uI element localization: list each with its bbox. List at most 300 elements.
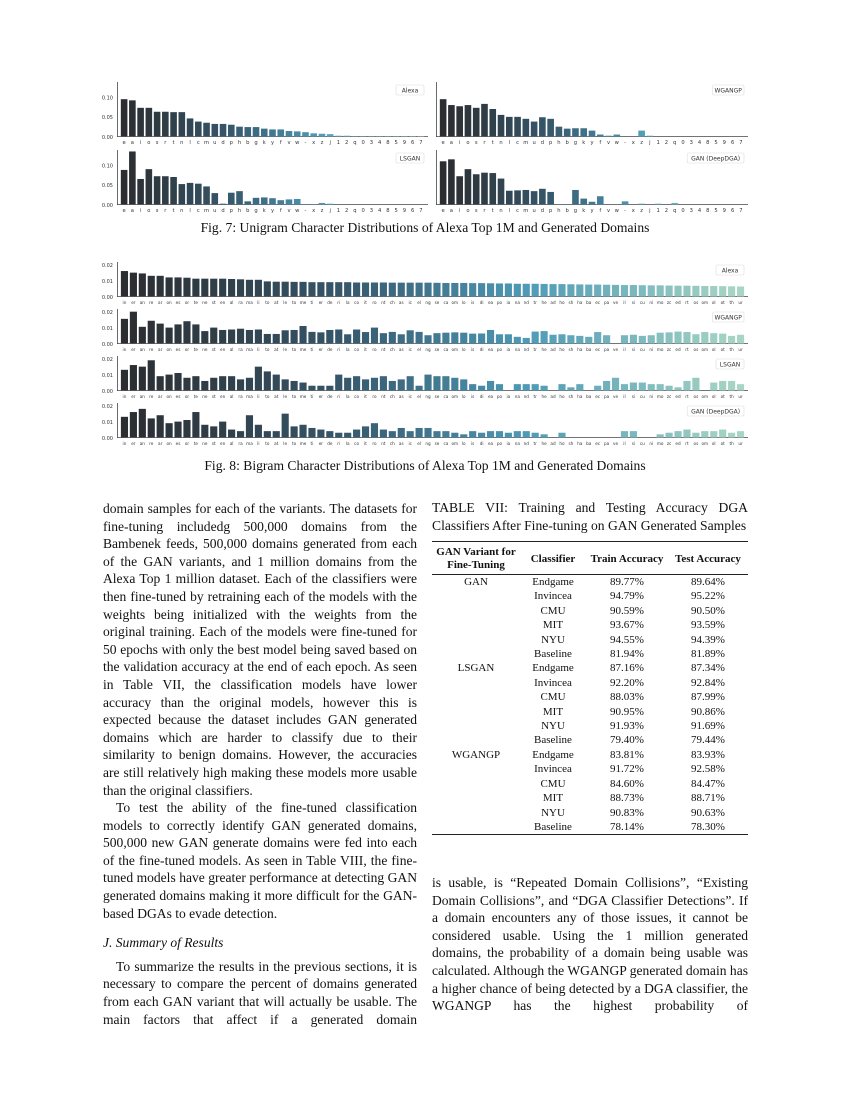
bar	[621, 285, 628, 296]
x-tick-label: ad	[550, 394, 556, 399]
table-row	[432, 676, 748, 690]
bar	[389, 431, 396, 437]
bar	[139, 327, 146, 344]
x-tick-label: le	[283, 347, 288, 352]
x-tick-label: ia	[506, 441, 511, 446]
bar	[246, 280, 253, 297]
table-row	[432, 589, 748, 603]
bar	[481, 104, 488, 137]
bar	[192, 279, 199, 297]
x-tick-label: ot	[720, 441, 725, 446]
bar	[343, 136, 350, 137]
x-tick-label: 4	[378, 208, 382, 214]
bar	[273, 334, 280, 344]
classifier-cell: Invincea	[534, 763, 572, 776]
classifier-cell: MIT	[542, 619, 564, 632]
bar	[719, 334, 726, 344]
x-tick-label: 4	[697, 208, 702, 214]
bar	[639, 383, 646, 391]
bar	[344, 282, 351, 296]
bar	[489, 173, 496, 204]
bar	[597, 135, 604, 137]
bar	[514, 431, 521, 437]
x-tick-label: sh	[568, 300, 574, 305]
bar	[174, 324, 181, 343]
x-tick-label: ri	[337, 394, 341, 399]
bar	[371, 423, 378, 437]
x-tick-label: m	[523, 208, 529, 214]
bar	[237, 329, 244, 344]
x-tick-label: a	[130, 208, 134, 214]
x-tick-label: i	[458, 140, 461, 146]
table-header-row	[432, 542, 748, 575]
bar	[362, 332, 369, 343]
x-tick-label: pa	[603, 394, 610, 399]
bar	[148, 276, 155, 297]
x-tick-label: q	[673, 140, 677, 146]
x-tick-label: pa	[603, 441, 610, 446]
variant-cell: GAN	[464, 576, 488, 588]
x-tick-label: di	[479, 347, 484, 352]
test-accuracy-cell: 87.34%	[691, 662, 725, 675]
section-heading: J. Summary of Results	[103, 935, 224, 951]
x-tick-label: me	[299, 441, 307, 446]
x-tick-label: 1	[336, 208, 341, 214]
x-tick-label: to	[265, 394, 270, 399]
x-tick-label: at	[274, 441, 279, 446]
bar	[326, 386, 333, 391]
bar	[228, 430, 235, 438]
bar	[261, 197, 268, 204]
bar	[558, 433, 565, 438]
x-tick-label: l	[508, 208, 511, 214]
bar	[246, 330, 253, 344]
bar	[308, 282, 315, 296]
train-accuracy-cell: 92.20%	[610, 676, 644, 689]
x-tick-label: li	[257, 394, 260, 399]
train-accuracy-cell: 90.95%	[610, 705, 644, 718]
variant-cell	[432, 676, 520, 690]
bar	[523, 284, 530, 297]
x-tick-label: le	[283, 394, 288, 399]
bar	[291, 426, 298, 437]
bar	[228, 376, 235, 390]
x-tick-label: p	[229, 140, 233, 146]
bar	[344, 433, 351, 438]
bar	[514, 190, 521, 204]
x-tick-label: la	[345, 394, 350, 399]
x-tick-label: ol	[711, 300, 716, 305]
bar	[192, 376, 199, 390]
bar	[255, 425, 262, 438]
x-tick-label: on	[166, 394, 172, 399]
x-tick-label: ch	[389, 394, 395, 399]
train-accuracy-cell: 88.73%	[610, 792, 644, 805]
bar	[344, 378, 351, 391]
bar	[465, 169, 472, 204]
bar	[567, 335, 574, 343]
bar	[154, 176, 161, 204]
fig8-gan-chart	[101, 403, 748, 446]
fig8-caption: Fig. 8: Bigram Character Distributions of Alexa Top 1M and Generated Domains	[204, 458, 646, 473]
x-tick-label: 1	[336, 140, 341, 146]
bar	[564, 129, 571, 137]
bar	[187, 118, 194, 136]
bar	[210, 279, 217, 297]
x-tick-label: cu	[639, 441, 645, 446]
bar	[683, 381, 690, 391]
x-tick-label: k	[582, 208, 586, 214]
x-tick-label: t	[172, 208, 175, 214]
bar	[514, 384, 521, 390]
x-tick-label: ha	[577, 300, 583, 305]
x-tick-label: ec	[595, 394, 601, 399]
bar	[567, 387, 574, 390]
legend-label: GAN (DeepDGA)	[691, 155, 741, 163]
x-tick-label: v	[287, 140, 291, 146]
bar	[121, 370, 128, 391]
bar	[326, 431, 333, 437]
train-accuracy-cell: 90.83%	[610, 806, 644, 819]
y-tick-label: 0.05	[101, 183, 113, 190]
x-tick-label: lo	[461, 300, 466, 305]
x-tick-label: om	[701, 441, 709, 446]
fig7-lsgan-chart	[101, 150, 428, 214]
bar	[460, 434, 467, 437]
bar	[139, 273, 146, 296]
bar	[179, 184, 186, 204]
x-tick-label: h	[557, 140, 561, 146]
bar	[728, 286, 735, 296]
bar	[210, 378, 217, 391]
bar	[380, 283, 387, 297]
classifier-cell: CMU	[540, 777, 566, 790]
bar	[666, 332, 673, 343]
y-tick-label: 0.00	[101, 341, 113, 348]
bar	[416, 386, 423, 391]
x-tick-label: om	[451, 441, 459, 446]
x-tick-label: s	[474, 208, 478, 214]
x-tick-label: j	[649, 140, 651, 146]
x-tick-label: ea	[487, 441, 494, 446]
bar	[487, 431, 494, 437]
x-tick-label: ea	[487, 347, 494, 352]
x-tick-label: lo	[461, 347, 466, 352]
test-accuracy-cell: 90.50%	[691, 604, 725, 617]
x-tick-label: de	[327, 394, 333, 399]
x-tick-label: d	[221, 140, 225, 146]
classifier-cell: CMU	[540, 691, 566, 704]
x-tick-label: ec	[595, 300, 601, 305]
x-tick-label: n	[499, 208, 503, 214]
bar	[416, 332, 423, 344]
x-tick-label: t	[491, 208, 494, 214]
x-tick-label: ro	[372, 347, 377, 352]
bar	[187, 183, 194, 205]
x-tick-label: z	[320, 208, 324, 214]
bar	[683, 430, 690, 438]
x-tick-label: 8	[386, 208, 390, 214]
x-tick-label: tr	[533, 394, 537, 399]
y-tick-label: 0.10	[101, 163, 113, 170]
x-tick-label: -	[304, 208, 307, 214]
bar	[701, 332, 708, 343]
x-tick-label: ro	[372, 394, 377, 399]
bar	[523, 119, 530, 137]
legend-label: LSGAN	[399, 155, 421, 163]
bar	[532, 332, 539, 344]
x-tick-label: os	[693, 300, 699, 305]
x-tick-label: re	[149, 394, 154, 399]
bar	[327, 134, 334, 136]
bar	[210, 328, 217, 344]
table-row	[432, 719, 748, 733]
x-tick-label: k	[582, 140, 586, 146]
x-tick-label: n	[180, 140, 184, 146]
bar	[594, 285, 601, 297]
x-tick-label: st	[211, 300, 216, 305]
bar	[389, 332, 396, 344]
table-row	[432, 690, 748, 704]
variant-cell	[432, 777, 520, 791]
bar	[157, 376, 164, 390]
classifier-cell: Endgame	[532, 576, 574, 588]
bar	[203, 123, 210, 137]
x-tick-label: il	[623, 300, 626, 305]
bar	[639, 336, 646, 344]
x-tick-label: th	[729, 394, 734, 399]
x-tick-label: c	[516, 208, 519, 214]
x-tick-label: g	[254, 208, 258, 214]
x-tick-label: to	[291, 394, 297, 399]
train-accuracy-cell: 79.40%	[610, 734, 644, 747]
bar	[523, 384, 530, 390]
bar	[310, 133, 317, 136]
bar	[291, 330, 298, 344]
x-tick-label: to	[291, 300, 297, 305]
x-tick-label: lo	[461, 394, 466, 399]
x-tick-label: 6	[730, 208, 735, 214]
test-accuracy-cell: 79.44%	[691, 734, 725, 747]
bar	[478, 333, 485, 343]
x-tick-label: 1	[656, 140, 660, 146]
bar	[335, 136, 342, 137]
bar	[362, 426, 369, 437]
bar	[371, 283, 378, 297]
bar	[701, 286, 708, 297]
test-accuracy-cell: 89.64%	[691, 576, 725, 588]
x-tick-label: rt	[685, 394, 689, 399]
x-tick-label: is	[470, 441, 475, 446]
bar	[407, 376, 414, 390]
x-tick-label: y	[270, 140, 275, 146]
bar	[603, 381, 610, 391]
x-tick-label: re	[149, 300, 154, 305]
x-tick-label: m	[523, 140, 529, 146]
x-tick-label: en	[220, 441, 226, 446]
x-tick-label: ch	[389, 347, 395, 352]
bar	[294, 131, 301, 136]
x-tick-label: ia	[506, 394, 511, 399]
x-tick-label: ve	[613, 347, 619, 352]
bar	[192, 412, 199, 437]
x-tick-label: ca	[443, 347, 449, 352]
x-tick-label: di	[479, 394, 484, 399]
bar	[589, 131, 596, 137]
bar	[166, 277, 173, 296]
bar	[326, 282, 333, 296]
x-tick-label: te	[193, 347, 199, 352]
bar	[201, 279, 208, 297]
x-tick-label: el	[417, 394, 421, 399]
x-tick-label: ad	[550, 347, 556, 352]
x-tick-label: nt	[381, 394, 386, 399]
x-tick-label: w	[295, 208, 300, 214]
bar	[130, 365, 137, 390]
train-accuracy-cell: 87.16%	[610, 662, 644, 675]
bar	[130, 412, 137, 437]
x-tick-label: cu	[639, 394, 645, 399]
bar	[433, 376, 440, 390]
x-tick-label: ec	[595, 441, 601, 446]
x-tick-label: ra	[238, 300, 243, 305]
x-tick-label: 7	[419, 208, 423, 214]
x-tick-label: g	[254, 140, 258, 146]
bar	[737, 384, 744, 390]
x-tick-label: on	[166, 347, 172, 352]
x-tick-label: h	[237, 208, 242, 214]
classifier-cell: Baseline	[534, 648, 572, 661]
bar	[308, 428, 315, 438]
bar	[237, 279, 244, 296]
bar	[121, 271, 128, 296]
x-tick-label: as	[398, 394, 404, 399]
bar	[261, 129, 268, 137]
train-accuracy-cell: 91.93%	[610, 720, 644, 733]
x-tick-label: na	[514, 394, 520, 399]
x-tick-label: te	[193, 300, 199, 305]
bar	[692, 433, 699, 438]
bar	[655, 204, 662, 205]
x-tick-label: is	[470, 300, 475, 305]
variant-cell	[432, 647, 520, 661]
x-tick-label: om	[451, 300, 459, 305]
bar	[442, 431, 449, 437]
fig7-alexa-chart	[101, 82, 428, 146]
bar	[269, 129, 276, 136]
x-tick-label: co	[354, 394, 360, 399]
variant-cell	[432, 820, 520, 835]
x-tick-label: en	[220, 300, 226, 305]
classifier-cell: Baseline	[534, 734, 572, 747]
x-tick-label: on	[166, 300, 172, 305]
x-tick-label: to	[291, 347, 297, 352]
test-accuracy-cell: 92.84%	[691, 676, 725, 689]
x-tick-label: j	[649, 208, 651, 214]
x-tick-label: f	[279, 208, 282, 214]
bar	[541, 331, 548, 343]
bar	[294, 199, 301, 205]
classifier-cell: Invincea	[534, 676, 572, 689]
classifier-cell: Endgame	[532, 748, 574, 761]
bar	[710, 333, 717, 343]
x-tick-label: 2	[664, 208, 669, 214]
x-tick-label: il	[623, 347, 626, 352]
column-header: Classifier	[530, 552, 576, 565]
legend-label: WGANGP	[714, 314, 742, 322]
x-tick-label: o	[147, 208, 151, 214]
x-tick-label: b	[565, 140, 569, 146]
bar	[174, 277, 181, 296]
bar	[648, 335, 655, 343]
x-tick-label: t	[172, 140, 175, 146]
x-tick-label: la	[345, 300, 350, 305]
bar	[737, 431, 744, 437]
table-row	[432, 661, 748, 675]
y-tick-label: 0.02	[101, 356, 113, 363]
bar	[170, 112, 177, 136]
x-tick-label: in	[122, 347, 127, 352]
x-tick-label: ol	[711, 347, 716, 352]
x-tick-label: ra	[238, 347, 243, 352]
x-tick-label: na	[514, 300, 520, 305]
legend-label: GAN (DeepDGA)	[691, 408, 741, 416]
bar	[666, 386, 673, 391]
bar	[424, 375, 431, 391]
legend-label: WGANGP	[714, 87, 742, 95]
x-tick-label: or	[184, 347, 190, 352]
bar	[456, 106, 463, 136]
x-tick-label: ne	[202, 441, 208, 446]
x-tick-label: f	[279, 140, 282, 146]
x-tick-label: th	[729, 347, 734, 352]
bar	[496, 334, 503, 343]
x-tick-label: g	[573, 140, 578, 146]
x-tick-label: co	[354, 441, 360, 446]
x-tick-label: v	[287, 208, 291, 214]
x-tick-label: ur	[738, 394, 743, 399]
paragraph: To summarize the results in the previous sections, it is necessary to compare the percent of domains generated from each GAN variant that will actually be usable. The main factors that affect if a generated domain	[103, 958, 417, 1027]
x-tick-label: ra	[238, 441, 243, 446]
x-tick-label: co	[354, 300, 360, 305]
x-tick-label: 2	[345, 140, 349, 146]
test-accuracy-cell: 78.30%	[691, 820, 725, 833]
x-tick-label: i	[139, 140, 142, 146]
x-tick-label: om	[451, 347, 459, 352]
bar	[541, 284, 548, 297]
x-tick-label: re	[149, 441, 154, 446]
x-tick-label: at	[274, 300, 279, 305]
x-tick-label: y	[590, 140, 594, 146]
x-tick-label: er	[318, 441, 324, 446]
table-row	[432, 806, 748, 820]
x-tick-label: an	[139, 394, 145, 399]
x-tick-label: 2	[345, 208, 349, 214]
x-tick-label: er	[131, 300, 136, 305]
x-tick-label: ro	[372, 441, 377, 446]
x-tick-label: se	[434, 394, 440, 399]
bar	[576, 284, 583, 296]
x-tick-label: ni	[649, 394, 654, 399]
x-tick-label: mo	[656, 347, 664, 352]
x-tick-label: r	[483, 208, 486, 214]
x-tick-label: rt	[685, 347, 689, 352]
x-tick-label: ad	[550, 300, 556, 305]
bar	[219, 330, 226, 344]
x-tick-label: os	[693, 394, 699, 399]
bar	[137, 108, 144, 137]
bar	[273, 431, 280, 437]
